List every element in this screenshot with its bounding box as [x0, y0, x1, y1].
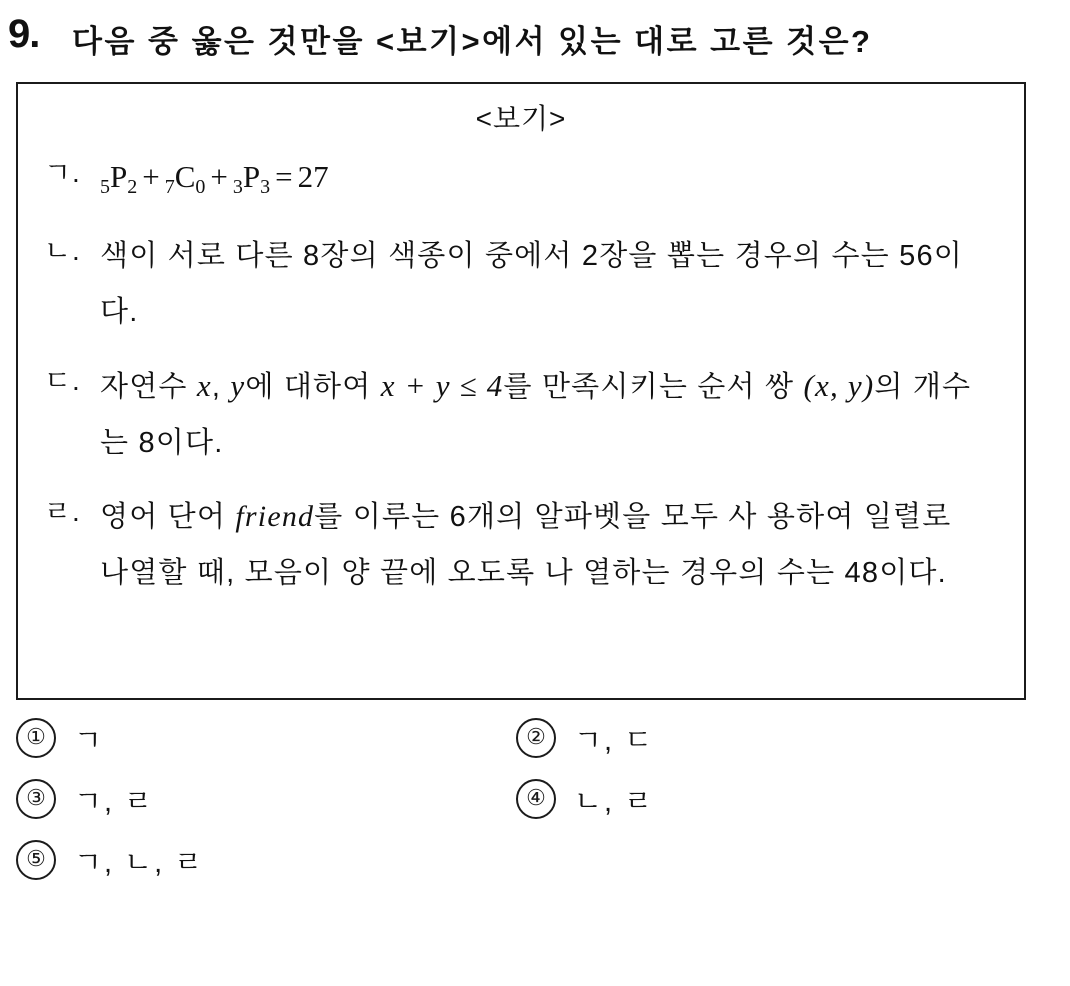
question-header: [8, 12, 1040, 68]
choice-5[interactable]: [16, 838, 516, 881]
list-item: [44, 228, 998, 340]
item-r-text-3: 용하여 일렬로 나열할 때, 모음이 양 끝에 오도록 나: [100, 501, 952, 589]
list-item: [44, 489, 998, 601]
choice-3[interactable]: [16, 777, 516, 820]
choice-marker-3: ③: [16, 779, 56, 819]
choice-row: [16, 777, 1016, 820]
item-d-text-5: 의 개수는 8이다.: [100, 371, 972, 459]
item-body-d: [100, 358, 980, 471]
question-text: 다음 중 옳은 것만을 <보기>에서 있는 대로 고른 것은?: [72, 24, 873, 59]
math-result: 27: [297, 159, 329, 194]
item-r-text-4: 열하는 경우의 수는 48이다.: [583, 557, 947, 589]
list-item: [44, 150, 998, 210]
item-d-var-x: x: [196, 368, 212, 403]
choice-label-4: ㄴ, ㄹ: [574, 786, 655, 818]
math-plus-1: +: [142, 159, 160, 194]
math-p2-base: P: [242, 159, 261, 194]
boogi-box: [16, 82, 1026, 700]
item-d-text-4: 쌍: [765, 371, 804, 403]
math-equals: =: [275, 159, 293, 194]
item-d-pair: (x, y): [803, 368, 875, 403]
item-d-comma: ,: [211, 371, 231, 403]
item-label-n: ㄴ.: [44, 235, 81, 266]
question-number: 9.: [8, 12, 40, 56]
item-d-text-2: 에 대하여: [245, 371, 381, 403]
math-p2-sup: 3: [260, 176, 271, 198]
item-r-text-1: 영어 단어: [100, 501, 236, 533]
item-r-word: friend: [235, 500, 315, 533]
item-body-r: [100, 489, 980, 601]
choice-marker-5: ⑤: [16, 840, 56, 880]
math-p1-sub: 5: [100, 176, 110, 198]
item-r-text-2: 를 이루는 6개의 알파벳을 모두 사: [314, 501, 758, 533]
choice-2[interactable]: [516, 716, 1016, 759]
choice-marker-2: ②: [516, 718, 556, 758]
choice-label-5: ㄱ, ㄴ, ㄹ: [74, 847, 205, 879]
math-c-sup: 0: [195, 176, 206, 198]
choice-label-1: ㄱ: [74, 725, 105, 757]
item-d-var-y: y: [230, 368, 246, 403]
item-label-g: ㄱ.: [44, 157, 81, 188]
choice-1[interactable]: [16, 716, 516, 759]
item-body-g: [100, 150, 329, 210]
boogi-box-title: <보기>: [475, 103, 567, 134]
item-label-d: ㄷ.: [44, 365, 81, 396]
item-label-r: ㄹ.: [44, 496, 81, 527]
choice-label-2: ㄱ, ㄷ: [574, 725, 655, 757]
item-d-text-1: 자연수: [100, 371, 197, 403]
list-item: [44, 358, 998, 471]
math-expression: [100, 159, 329, 198]
item-d-text-3: 를 만족시키는 순서: [503, 371, 756, 403]
answer-choices: [16, 716, 1016, 881]
choice-4[interactable]: [516, 777, 1016, 820]
math-p1-base: P: [110, 159, 128, 194]
choice-label-3: ㄱ, ㄹ: [74, 786, 155, 818]
math-c-sub: 7: [164, 176, 175, 198]
choice-row: [16, 838, 1016, 881]
math-c-base: C: [174, 159, 196, 194]
math-plus-2: +: [210, 159, 228, 194]
math-p1-sup: 2: [127, 176, 138, 198]
math-p2-sub: 3: [232, 176, 243, 198]
item-body-n: 색이 서로 다른 8장의 색종이 중에서 2장을 뽑는 경우의 수는 56이다.: [100, 240, 964, 328]
choice-marker-4: ④: [516, 779, 556, 819]
choice-row: [16, 716, 1016, 759]
item-d-inequality: x + y ≤ 4: [380, 368, 504, 403]
choice-marker-1: ①: [16, 718, 56, 758]
